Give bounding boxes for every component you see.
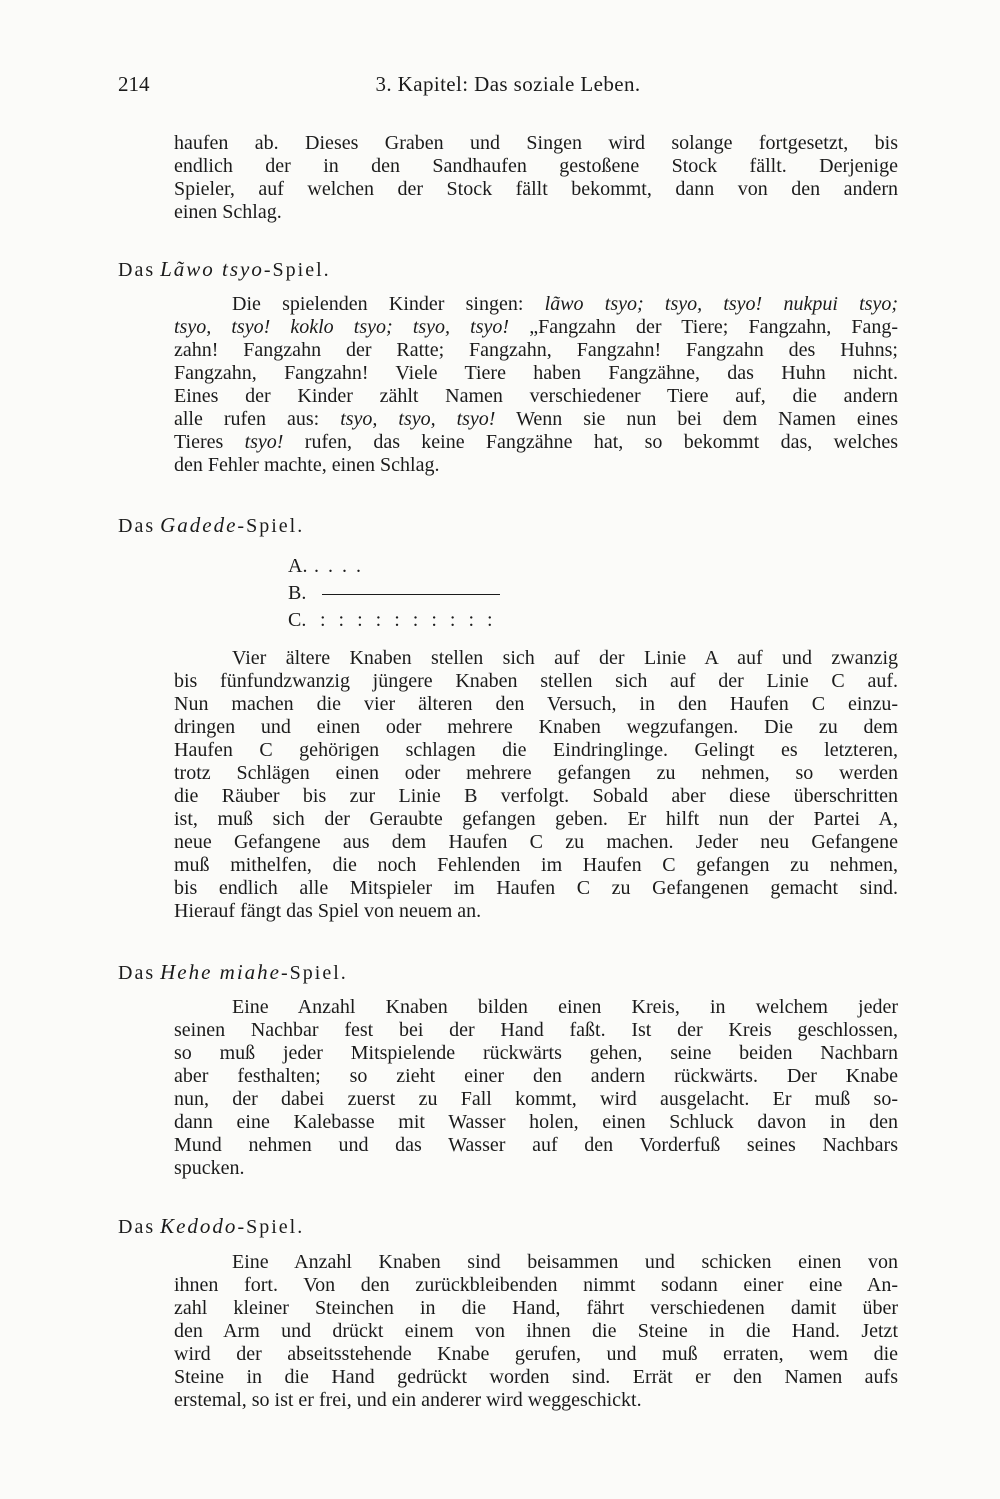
page-header	[118, 72, 898, 108]
text-line: tsyo, tsyo! koklo tsyo; tsyo, tsyo! „Fangzahn der Tiere; Fangzahn, Fang-	[174, 316, 899, 338]
text-line: trotz Schlägen einen oder mehrere gefangen zu nehmen, so werden	[174, 762, 898, 784]
text-line: muß mithelfen, die noch Fehlenden im Haufen C gefangen zu nehmen,	[174, 854, 898, 876]
game-name: Hehe miahe	[160, 960, 281, 984]
section-heading-kedodo: Das Kedodo-Spiel.	[118, 1214, 305, 1238]
text-line: seinen Nachbar fest bei der Hand faßt. Ist der Kreis geschlossen,	[174, 1019, 898, 1041]
text-line: Mund nehmen und das Wasser auf den Vorderfuß seines Nachbars	[174, 1134, 898, 1156]
line-diagram	[288, 553, 548, 634]
text-line: Nun machen die vier älteren den Versuch, in den Haufen C einzu-	[174, 693, 898, 715]
text-line: zahl kleiner Steinchen in die Hand, fährt verschiedenen damit über	[174, 1297, 898, 1319]
lawo-tsyo-paragraph	[174, 293, 898, 477]
text-line: die Räuber bis zur Linie B verfolgt. Sobald aber diese überschritten	[174, 785, 898, 807]
text-line: erstemal, so ist er frei, und ein anderer wird weggeschickt.	[174, 1389, 642, 1411]
line-a-label: A.	[288, 555, 308, 577]
text-line: dringen und einen oder mehrere Knaben wegzufangen. Die zu dem	[174, 716, 898, 738]
text-line: Steine in die Hand gedrückt worden sind. Errät er den Namen aufs	[174, 1366, 898, 1388]
text-line: Fangzahn, Fangzahn! Viele Tiere haben Fangzähne, das Huhn nicht.	[174, 362, 898, 384]
text-line: bis endlich alle Mitspieler im Haufen C zu Gefangenen gemacht sind.	[174, 877, 898, 899]
diagram-row-b	[288, 580, 548, 607]
diagram-row-a	[288, 553, 548, 580]
text-line: einen Schlag.	[174, 201, 282, 223]
line-a-marks: . . . .	[314, 555, 363, 577]
line-b-label: B.	[288, 582, 307, 604]
hehe-miahe-paragraph	[174, 996, 898, 1180]
running-head: 3. Kapitel: Das soziale Leben.	[375, 72, 641, 96]
text-line: haufen ab. Dieses Graben und Singen wird solange fortgesetzt, bis	[174, 132, 898, 154]
text-line: den Arm und drückt einem von ihnen die Steine in die Hand. Jetzt	[174, 1320, 898, 1342]
text-line: ihnen fort. Von den zurückbleibenden nimmt sodann einer eine An-	[174, 1274, 898, 1296]
line-b-rule	[322, 594, 500, 595]
text-line: ist, muß sich der Geraubte gefangen geben. Er hilft nun der Partei A,	[174, 808, 898, 830]
section-heading-gadede: Das Gadede-Spiel.	[118, 513, 305, 537]
game-name: Kedodo	[160, 1214, 238, 1238]
text-line: alle rufen aus: tsyo, tsyo, tsyo! Wenn sie nun bei dem Namen eines	[174, 408, 898, 430]
text-line: Hierauf fängt das Spiel von neuem an.	[174, 900, 482, 922]
text-line: so muß jeder Mitspielende rückwärts gehen, seine beiden Nachbarn	[174, 1042, 898, 1064]
text-line: Eines der Kinder zählt Namen verschiedener Tiere auf, die andern	[174, 385, 898, 407]
text-line: Spieler, auf welchen der Stock fällt bekommt, dann von den andern	[174, 178, 898, 200]
text-line: Eine Anzahl Knaben bilden einen Kreis, in welchem jeder	[232, 996, 898, 1018]
text-line: Haufen C gehörigen schlagen die Eindringlinge. Gelingt es letzteren,	[174, 739, 898, 761]
text-line: Die spielenden Kinder singen: lãwo tsyo; tsyo, tsyo! nukpui tsyo;	[232, 293, 898, 315]
text-line: den Fehler machte, einen Schlag.	[174, 454, 440, 476]
gadede-paragraph	[174, 647, 898, 923]
section-heading-lawo-tsyo: Das Lãwo tsyo-Spiel.	[118, 257, 331, 281]
text-line: nun, der dabei zuerst zu Fall kommt, wird ausgelacht. Er muß so-	[174, 1088, 898, 1110]
text-line: Tieres tsyo! rufen, das keine Fangzähne hat, so bekommt das, welches	[174, 431, 898, 453]
text-line: dann eine Kalebasse mit Wasser holen, einen Schluck davon in den	[174, 1111, 898, 1133]
text-line: neue Gefangene aus dem Haufen C zu machen. Jeder neu Gefangene	[174, 831, 898, 853]
text-line: wird der abseitsstehende Knabe gerufen, und muß erraten, wem die	[174, 1343, 898, 1365]
game-name: Lãwo tsyo	[160, 257, 264, 281]
line-c-marks: : : : : : : : : : :	[320, 609, 497, 631]
line-c-label: C.	[288, 609, 307, 631]
continuation-paragraph	[174, 132, 898, 224]
section-heading-hehe-miahe: Das Hehe miahe-Spiel.	[118, 960, 348, 984]
text-line: aber festhalten; so zieht einer den andern rückwärts. Der Knabe	[174, 1065, 898, 1087]
text-line: zahn! Fangzahn der Ratte; Fangzahn, Fangzahn! Fangzahn des Huhns;	[174, 339, 898, 361]
text-line: Vier ältere Knaben stellen sich auf der Linie A auf und zwanzig	[232, 647, 898, 669]
game-name: Gadede	[160, 513, 238, 537]
diagram-row-c	[288, 607, 548, 634]
text-line: spucken.	[174, 1157, 245, 1179]
text-line: Eine Anzahl Knaben sind beisammen und schicken einen von	[232, 1251, 898, 1273]
text-line: bis fünfundzwanzig jüngere Knaben stellen sich auf der Linie C auf.	[174, 670, 898, 692]
text-line: endlich der in den Sandhaufen gestoßene Stock fällt. Derjenige	[174, 155, 898, 177]
kedodo-paragraph	[174, 1251, 898, 1412]
page-number: 214	[118, 72, 150, 96]
